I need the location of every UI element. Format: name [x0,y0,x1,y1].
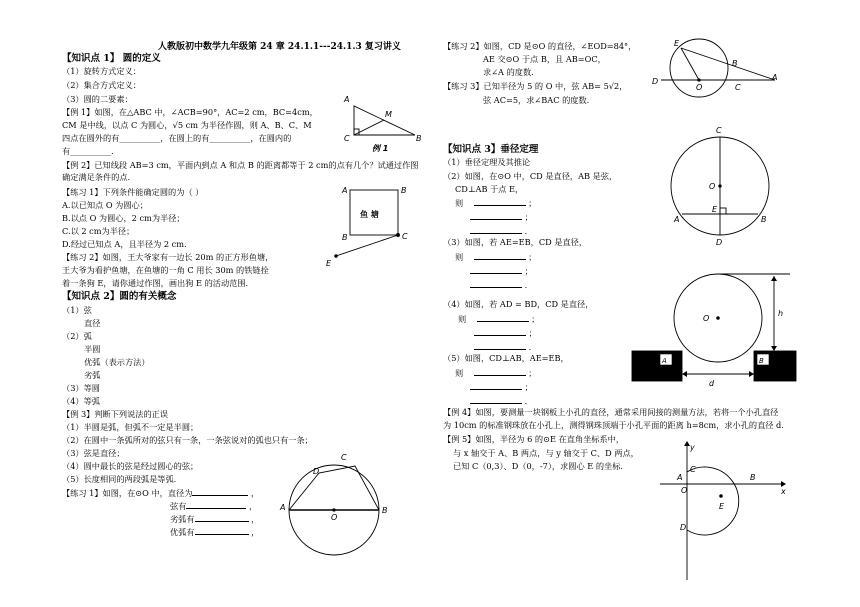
pr-last-line: 弦有 ， [170,501,258,511]
perpendicular-diameter-figure [671,126,769,247]
kp3-item: （2）如图，在⊙O 中，CD 是直径，AB 是弦， [443,171,618,181]
label-c: C [735,83,741,92]
r-pr3-line: 【练习 3】已知半径为 5 的 O 中，弦 AB= 5√2， [443,81,628,91]
ex3-line: （5）长度相同的两段弧是等弧. [62,474,177,484]
label-m: M [385,110,392,119]
label-d: D [716,238,723,247]
pr-last-line: 优弧有 ， [170,527,260,537]
ex4-line: 为 10cm 的标准钢珠放在小孔上，测得钢珠顶端于小孔平面的距离 h=8cm，求小孔的直径 d. [443,420,784,430]
secant-figure [652,39,777,97]
ex2-line: 确定满足条件的点. [62,172,131,182]
ex5-line: 已知 C（0,3）、D（0，-7），求圆心 E 的坐标. [453,461,624,471]
label-b: B [382,506,388,515]
label-b2: B [342,233,348,242]
ball-plate-figure [632,274,796,388]
fig1-caption: 例 1 [372,144,389,153]
pr-last-line: 劣弧有 ， [170,514,260,524]
label-a: A [674,215,680,224]
label-e: E [712,205,718,214]
kp3-then: 则 ； [455,198,537,208]
label-x: x [781,487,786,496]
blank-line: ． [474,341,537,353]
example1-triangle [343,95,422,153]
kp1-item: （2）集合方式定义： [62,80,141,90]
blank-line: ； [470,381,533,393]
label-a: A [772,73,778,82]
ex3-line: （1）半圆是弧，但弧不一定是半圆； [62,422,199,432]
kp2-item: 优弧（表示方法） [84,357,150,367]
label-a: A [677,473,683,482]
kp3-item: （5）如图，CD⊥AB，AE=EB， [443,353,569,363]
kp1-item: （1）旋转方式定义： [62,66,141,76]
kp1-item: （3）圆的二要素： [62,94,133,104]
ex2-line: 【例 2】已知线段 AB=3 cm，平面内到点 A 和点 B 的距离都等于 2 cm的点有几个？试通过作图 [62,160,419,170]
pond-label: 鱼 塘 [360,210,379,219]
r-pr3-line: 弦 AC=5，求∠BAC 的度数. [483,95,590,105]
coordinate-circle-figure [660,441,786,580]
kp2-item: （3）等圆 [62,383,100,393]
label-y: y [690,443,695,452]
pr2-line: 【练习 2】如图，王大爷家有一边长 20m 的正方形鱼塘， [62,252,274,262]
circle-diameter-figure [279,453,388,555]
label-b: B [401,186,407,195]
kp3-heading: 【知识点 3】垂径定理 [443,144,539,155]
blank-line: ． [470,395,533,407]
kp2-item: 直径 [84,318,101,328]
kp3-item: CD⊥AB 于点 E， [455,184,524,194]
label-a: A [280,503,286,512]
kp2-heading: 【知识点 2】圆的有关概念 [62,291,177,302]
ex3-line: （3）弦是直径； [62,448,125,458]
label-a: A [342,186,348,195]
ex3-line: （2）在圆中一条弧所对的弦只有一条，一条弦说对的弧也只有一条； [62,435,313,445]
label-c: C [716,126,722,135]
label-e: E [719,502,725,511]
label-c: C [690,465,696,474]
kp2-item: 劣弧 [84,370,101,380]
label-d: D [652,77,659,86]
ex5-line: 与 x 轴交于 A、B 两点，与 y 轴交于 C、D 两点， [453,448,639,458]
pr-last-line: 【练习 1】如图，在⊙O 中，直径为 ， [62,488,260,498]
blank-line: ； [474,327,537,339]
pr2-line: 着一条狗 E，请你通过作图，画出狗 E 的活动范围. [62,278,249,288]
label-c: C [402,232,408,241]
ex1-line: 四点在圆外的有__________，在圆上的有__________，在圆内的 [62,133,292,143]
blank-line: ． [470,225,533,237]
label-b: B [732,59,738,68]
ex3-line: （4）圆中最长的弦是经过圆心的弦； [62,461,199,471]
pond-figure [326,186,408,268]
label-d: D [680,523,687,532]
pr2-line: 王大爷为看护鱼塘，在鱼塘的一角 C 用长 30m 的铁链拴 [62,265,269,275]
label-b: B [759,357,764,365]
ex1-line: 有__________． [62,146,120,156]
page-title: 人教版初中数学九年级第 24 章 24.1.1---24.1.3 复习讲义 [158,42,401,52]
label-d: D [313,467,320,476]
label-b: B [761,215,767,224]
pr1-line: C.以 2 cm为半径； [62,226,135,236]
kp1-heading: 【知识点 1】 圆的定义 [62,53,161,64]
kp3-item: （4）如图，若 AD = BD，CD 是直径， [443,299,594,309]
ex1-line: CM 是中线，以点 C 为圆心，√5 cm 为半径作圆，则 A、B、C、M [62,120,312,130]
kp3-then: 则 ； [455,252,537,262]
label-h: h [778,309,784,318]
label-b: B [416,134,422,143]
label-o: O [703,314,710,323]
label-e: E [674,39,680,48]
label-o: O [681,486,688,495]
label-a: A [662,357,667,365]
pr1-line: D.经过已知点 A，且半径为 2 cm. [62,239,187,249]
kp2-item: 半圆 [84,344,101,354]
ex3-line: 【例 3】判断下列说法的正误 [62,409,169,419]
blank-line: ； [470,265,533,277]
kp2-item: （1）弦 [62,305,92,315]
label-c: C [344,134,350,143]
kp3-then: 则 ； [458,314,540,324]
pr1-line: A.以已知点 O 为圆心； [62,200,148,210]
pr1-line: B.以点 O 为圆心，2 cm为半径； [62,213,185,223]
label-a: A [344,95,350,104]
label-e: E [326,259,332,268]
kp2-item: （2）弧 [62,331,92,341]
blank-line: ； [470,211,533,223]
r-pr2-line: AE 交⊙O 于点 B，且 AB=OC， [483,54,606,64]
kp3-item: （3）如图，若 AE=EB，CD 是直径， [443,237,588,247]
ex1-line: 【例 1】如图，在△ABC 中，∠ACB=90°，AC=2 cm，BC=4cm， [62,107,318,117]
r-pr2-line: 求∠A 的度数. [483,67,534,77]
pr1-line: 【练习 1】下列条件能确定圆的为（ ） [62,187,204,197]
label-d: d [709,379,715,388]
r-pr2-line: 【练习 2】如图，CD 是⊙O 的直径，∠EOD=84°， [443,41,637,51]
label-o: O [709,182,716,191]
kp2-item: （4）等弧 [62,396,100,406]
ex4-line: 【例 4】如图，要测量一块钢板上小孔的直径，通常采用间接的测量方法，若将一个小孔直径 [443,407,779,417]
label-o: O [331,513,338,522]
blank-line: ． [470,279,533,291]
kp3-then: 则 ； [455,368,537,378]
label-b: B [750,473,756,482]
ex5-line: 【例 5】如图，半径为 6 的⊙E 在直角坐标系中， [443,434,625,444]
label-o: O [696,83,703,92]
label-c: C [341,453,347,462]
kp3-item: （1）垂径定理及其推论 [443,157,531,167]
